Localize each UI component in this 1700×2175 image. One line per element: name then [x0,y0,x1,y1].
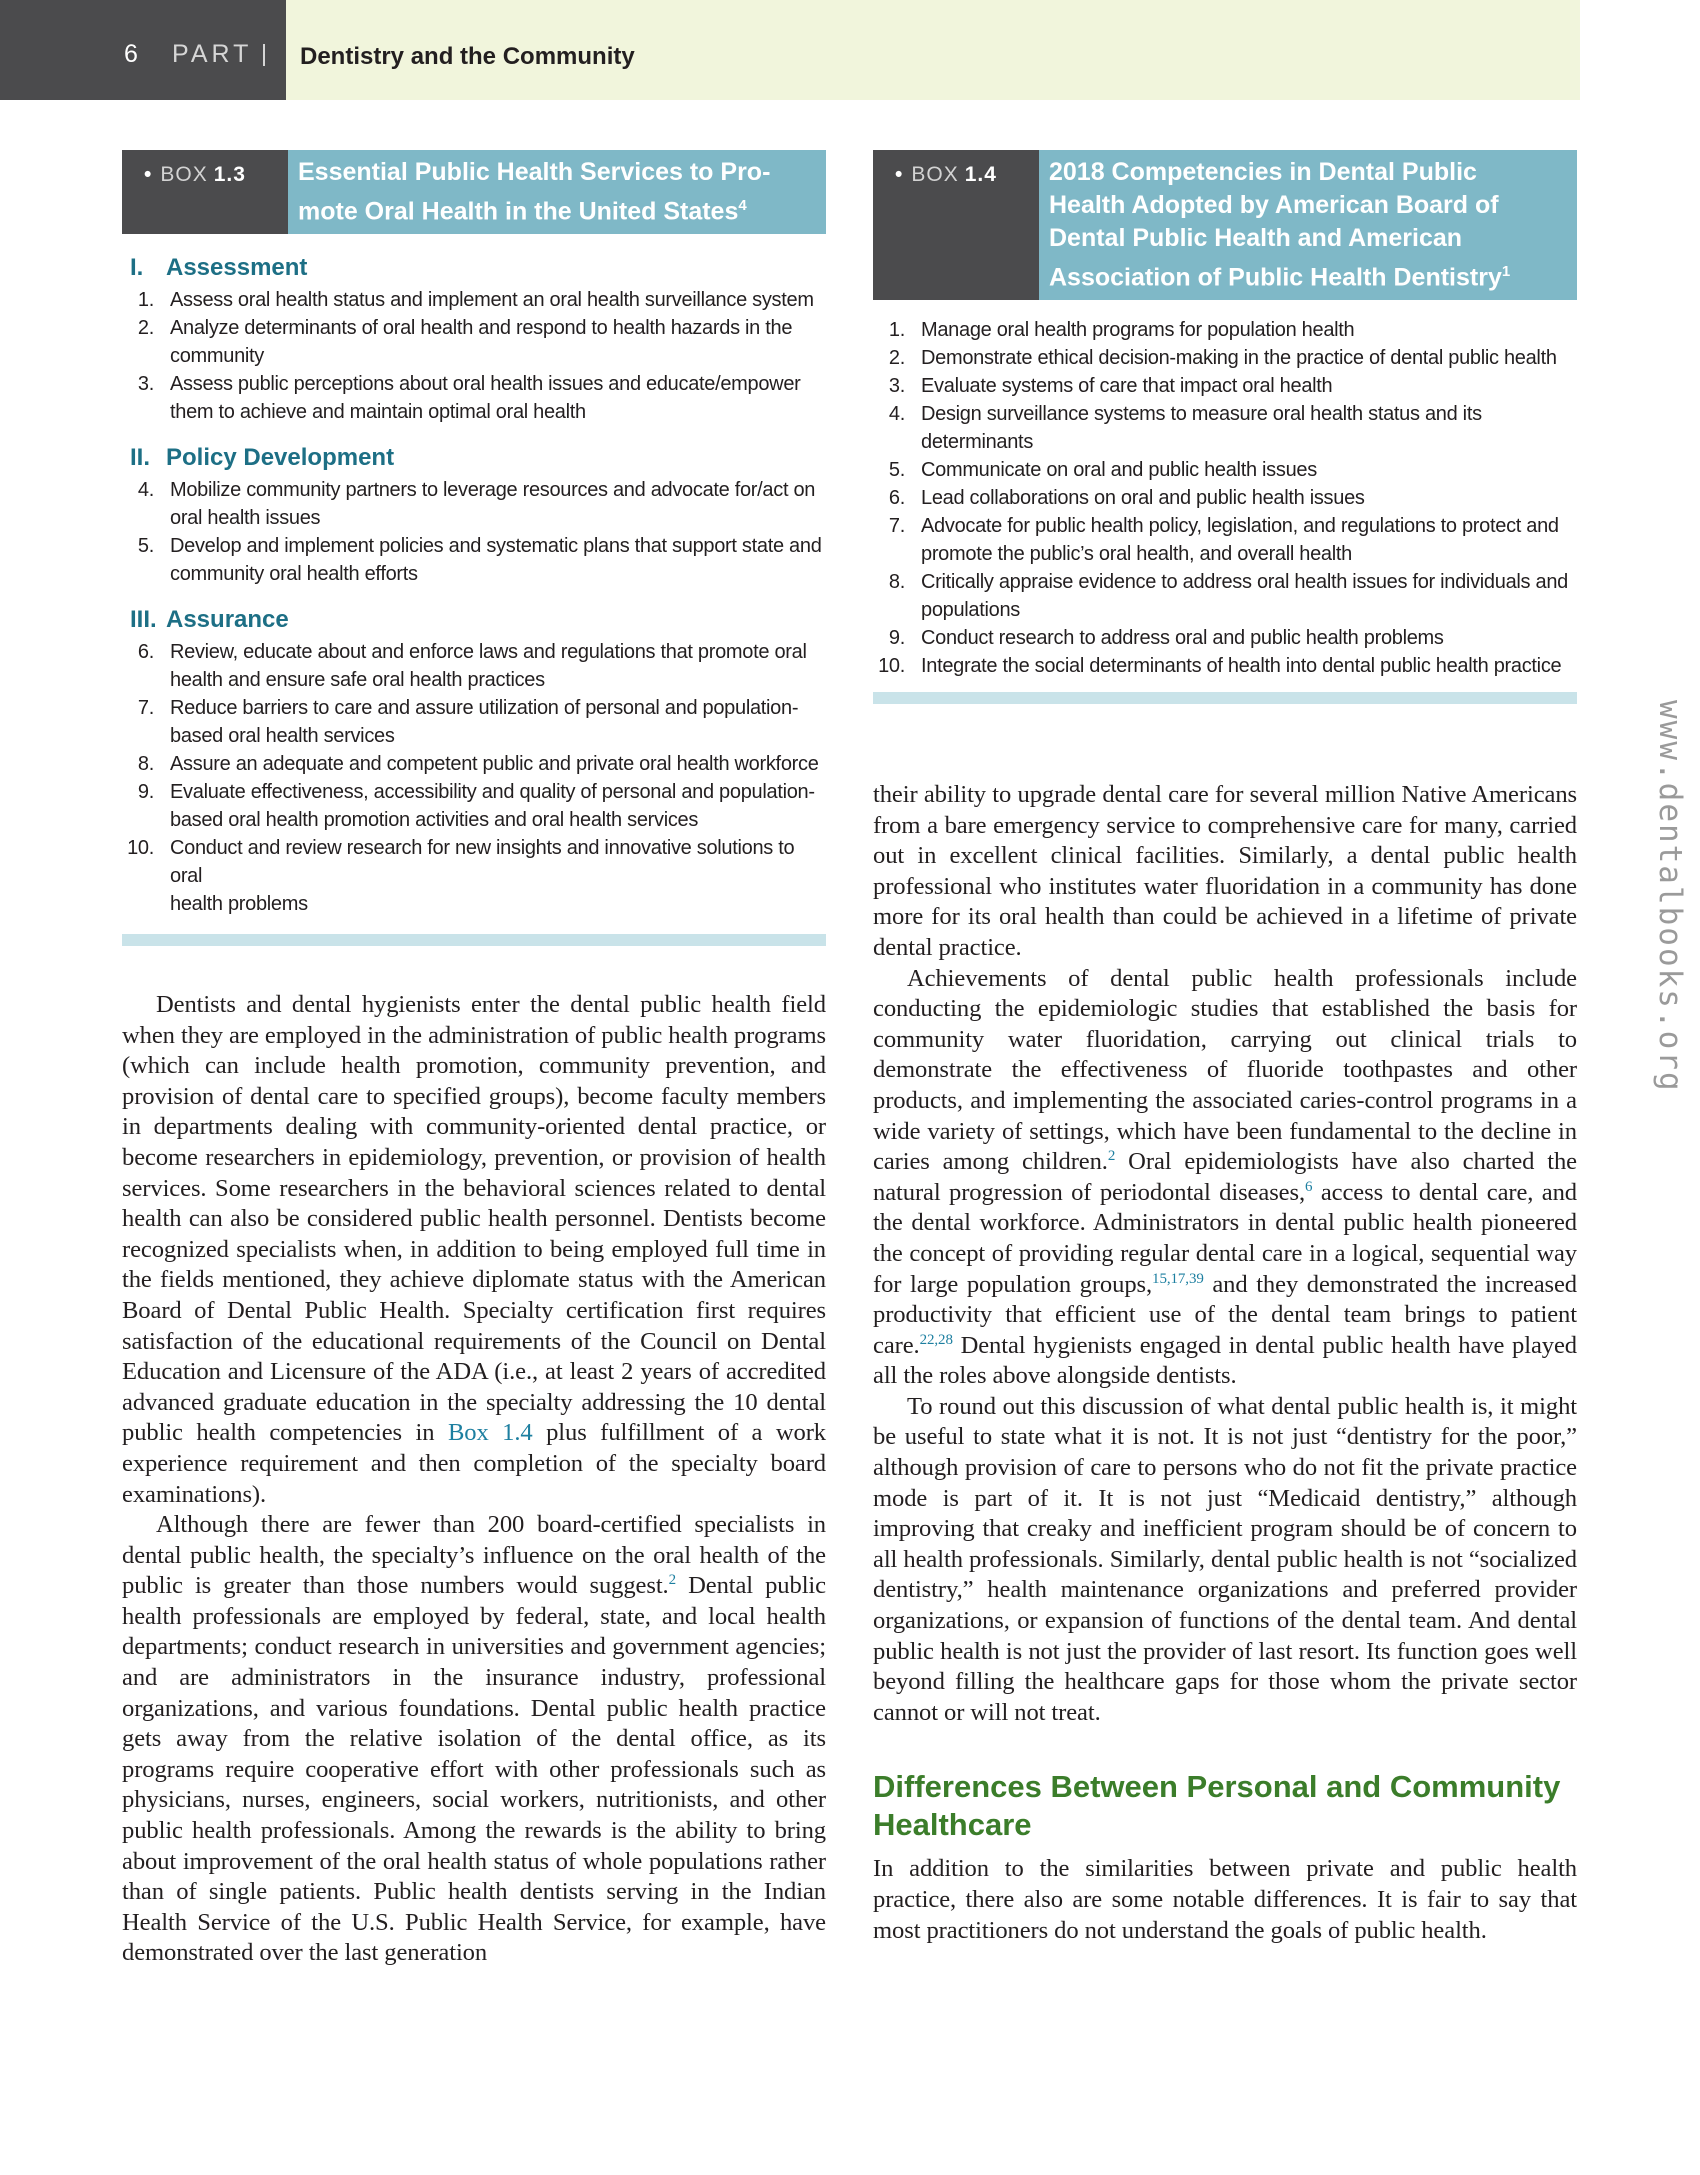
box-title-text: Association of Public Health Dentistry [1049,263,1502,292]
list-item [122,370,826,426]
item-number: 1. [137,289,154,312]
right-text-column [873,780,1577,1946]
item-number: 2. [137,317,154,340]
list-item [873,512,1577,568]
item-number: 1. [888,319,905,342]
item-number: 6. [137,641,154,664]
item-text-line: populations [921,599,1021,622]
box-1-4 [873,150,1577,704]
item-number: 8. [137,753,154,776]
box-1-3-title: Essential Public Health Services to Pro- mote Oral Health in the United States$^4$ [298,158,771,226]
item-number: 10. [127,837,154,860]
list-item [873,484,1577,512]
item-number: 4. [137,479,154,502]
box-title-line [1049,156,1510,189]
box-title-line [1049,222,1510,255]
section-heading-text: Policy Development [166,444,395,472]
item-text-line: Communicate on oral and public health issues [921,459,1317,482]
box-list [122,286,826,426]
list-item [873,456,1577,484]
item-text-line: Conduct research to address oral and public health problems [921,627,1444,650]
paragraph: To round out this discussion of what dental public health is, it might be useful to state what it is not. It is not just “dentistry for the poor,” although provision of care to persons who do not fit the private practice mode is part of it. It is not just “Medicaid dentistry,” although improving that creaky and inefficient program should be of concern to all health professionals. Similarly, dental public health is not “socialized dentistry,” health maintenance organizations and preferred provider organizations, or expansion of functions of the dental team. And dental public health is not just the provider of last resort. Its function goes well beyond filling the healthcare gaps for those whom the private sector cannot or will not treat. [873,1392,1577,1726]
item-text-line: Conduct and review research for new insights and innovative solutions to oral [170,837,795,888]
box-title-text: 2018 Competencies in Dental Public [1049,158,1477,186]
item-text-line: Demonstrate ethical decision-making in the practice of dental public health [921,347,1557,370]
box-title-line [1049,255,1510,294]
box-1-3-bottom-rule [122,934,826,946]
item-number: 3. [137,373,154,396]
box-list [122,476,826,588]
list-item [122,694,826,750]
part-label: PART [172,40,253,68]
item-number: 5. [137,535,154,558]
item-number: 7. [137,697,154,720]
item-text-line: based oral health services [170,725,395,748]
item-number: 2. [888,347,905,370]
section-roman-numeral: I. [130,254,144,282]
list-item [122,834,826,918]
paragraph: Although there are fewer than 200 board-certified specialists in dental public health, the specialty’s influence on the oral health of the public is greater than those numbers would suggest.$^2$ Dental public health professionals are employed by federal, state, and local health departments; conduct research in universities and government agencies; and are administrators in the insurance industry, professional organizations, and various foundations. Dental public health practice gets away from the relative isolation of the dental office, as its programs require cooperative effort with other professionals such as physicians, nurses, engineers, social workers, nutritionists, and other public health professionals. Among the rewards is the ability to bring about improvement of the oral health status of whole populations rather than of single patients. Public health dentists serving in the Indian Health Service of the U.S. Public Health Service, for example, have demonstrated over the last generation [122,1511,826,1967]
item-text-line: Integrate the social determinants of health into dental public health practice [921,655,1562,678]
list-item [122,532,826,588]
item-text-line: community [170,345,264,368]
paragraph: In addition to the similarities between private and public health practice, there also are some notable differences. It is fair to say that most practitioners do not understand the goals of public health. [873,1855,1577,1944]
box-1-3 [122,150,826,946]
list-item [122,314,826,370]
box-1-3-body [122,234,826,918]
item-text-line: Manage oral health programs for population health [921,319,1355,342]
item-number: 3. [888,375,905,398]
box-1-4-header [873,150,1577,300]
box-title-text: Health Adopted by American Board of [1049,191,1499,219]
box-1-4-list [873,316,1577,680]
section-heading-text: Assessment [166,254,308,282]
item-text-line: promote the public’s oral health, and overall health [921,543,1352,566]
item-text-line: Develop and implement policies and systematic plans that support state and [170,535,822,558]
item-text-line: oral health issues [170,507,321,530]
item-number: 9. [137,781,154,804]
item-number: 4. [888,403,905,426]
header-divider [263,44,265,66]
item-text-line: Assess oral health status and implement an oral health surveillance system [170,289,814,312]
list-item [122,750,826,778]
list-item [873,568,1577,624]
list-item [873,344,1577,372]
left-text-column [122,990,826,1969]
citation-ref[interactable]: 1 [1501,263,1511,280]
item-number: 7. [888,515,905,538]
citation-ref[interactable]: 22,28 [919,1331,953,1348]
box-section-heading [130,444,826,472]
box-1-4-title [1039,150,1510,300]
list-item [122,778,826,834]
item-text-line: Reduce barriers to care and assure utilization of personal and population- [170,697,799,720]
item-number: 5. [888,459,905,482]
item-text-line: determinants [921,431,1034,454]
item-text-line: Assure an adequate and competent public and private oral health workforce [170,753,819,776]
item-text-line: health and ensure safe oral health practices [170,669,545,692]
item-text-line: Advocate for public health policy, legislation, and regulations to protect and [921,515,1559,538]
list-item [873,372,1577,400]
box-1-4-cross-reference-link[interactable]: Box 1.4 [447,1419,533,1447]
citation-ref[interactable]: 6 [1305,1178,1313,1195]
box-1-3-tag: • BOX 1.3 [122,150,288,234]
section-roman-numeral: II. [130,444,151,472]
citation-ref[interactable]: 2 [1107,1147,1116,1164]
item-text-line: Design surveillance systems to measure oral health status and its [921,403,1482,426]
list-item [122,286,826,314]
list-item [873,652,1577,680]
citation-ref[interactable]: 2 [668,1572,677,1589]
item-number: 8. [888,571,905,594]
item-text-line: Review, educate about and enforce laws and regulations that promote oral [170,641,807,664]
running-head-title: Dentistry and the Community [300,43,635,70]
item-number: 9. [888,627,905,650]
citation-ref[interactable]: 15,17,39 [1152,1270,1204,1287]
list-item [873,624,1577,652]
section-roman-numeral: III. [130,606,157,634]
box-1-4-bottom-rule [873,692,1577,704]
item-text-line: Lead collaborations on oral and public health issues [921,487,1365,510]
box-section-heading [130,254,826,282]
item-text-line: health problems [170,893,308,916]
list-item [122,476,826,532]
box-1-4-tag: • BOX 1.4 [873,150,1039,300]
item-text-line: them to achieve and maintain optimal oral health [170,401,586,424]
item-text-line: Mobilize community partners to leverage resources and advocate for/act on [170,479,816,502]
box-list [122,638,826,918]
item-text-line: Evaluate effectiveness, accessibility and quality of personal and population- [170,781,815,804]
watermark-url: www.dentalbooks.org [1652,700,1688,1093]
box-title-line [1049,189,1510,222]
item-number: 10. [878,655,905,678]
paragraph: Achievements of dental public health professionals include conducting the epidemiologic studies that established the basis for community water fluoridation, carrying out clinical trials to demonstrate the effectiveness of fluoride toothpastes and other products, and implementing the associated caries-control programs in a wide variety of settings, which have been fundamental to the decline in caries among children.$^2$ Oral epidemiologists have also charted the natural progression of periodontal diseases,$^6$ access to dental care, and the dental workforce. Administrators in dental public health pioneered the concept of providing regular dental care in a logical, sequential way for large population groups,$^{15,17,39}$ and they demonstrated the increased productivity that efficient use of the dental team brings to patient care.$^{22,28}$ Dental hygienists engaged in dental public health have played all the roles above alongside dentists. [873,964,1577,1390]
section-heading-text: Assurance [166,606,289,634]
paragraph: Dentists and dental hygienists enter the dental public health field when they are employed in the administration of public health programs (which can include health promotion, community prevention, and provision of dental care to specified groups), become faculty members in departments dealing with community-oriented dental practice, or become researchers in epidemiology, prevention, or provision of health services. Some researchers in the behavioral sciences related to dental health can also be considered public health personnel. Dentists become recognized specialists when, in addition to being employed full time in the fields mentioned, they achieve diplomate status with the American Board of Dental Public Health. Specialty certification first requires satisfaction of the educational requirements of the Council on Dental Education and Licensure of the ADA (i.e., at least 2 years of accredited advanced graduate education in the specialty addressing the 10 dental public health competencies in Box 1.4 plus fulfillment of a work experience requirement and then completion of the specialty board examinations). [122,991,826,1508]
box-title-text: Dental Public Health and American [1049,224,1463,252]
box-section-heading [130,606,826,634]
box-1-3-header [122,150,826,234]
item-text-line: Analyze determinants of oral health and respond to health hazards in the [170,317,793,340]
item-text-line: Assess public perceptions about oral health issues and educate/empower [170,373,801,396]
item-text-line: Critically appraise evidence to address oral health issues for individuals and [921,571,1568,594]
list-item [122,638,826,694]
item-number: 6. [888,487,905,510]
item-text-line: based oral health promotion activities and oral health services [170,809,699,832]
paragraph: their ability to upgrade dental care for several million Native Americans from a bare emergency service to comprehensive care for many, carried out in excellent clinical facilities. Similarly, a dental public health professional who institutes water fluoridation in a community has done more for its oral health than could be achieved in a lifetime of private dental practice. [873,781,1577,961]
item-text-line: community oral health efforts [170,563,418,586]
list-item [873,400,1577,456]
item-text-line: Evaluate systems of care that impact oral health [921,375,1333,398]
page-number: 6 [124,40,139,68]
section-heading: Differences Between Personal and Community Healthcare [873,1769,1561,1843]
list-item [873,316,1577,344]
